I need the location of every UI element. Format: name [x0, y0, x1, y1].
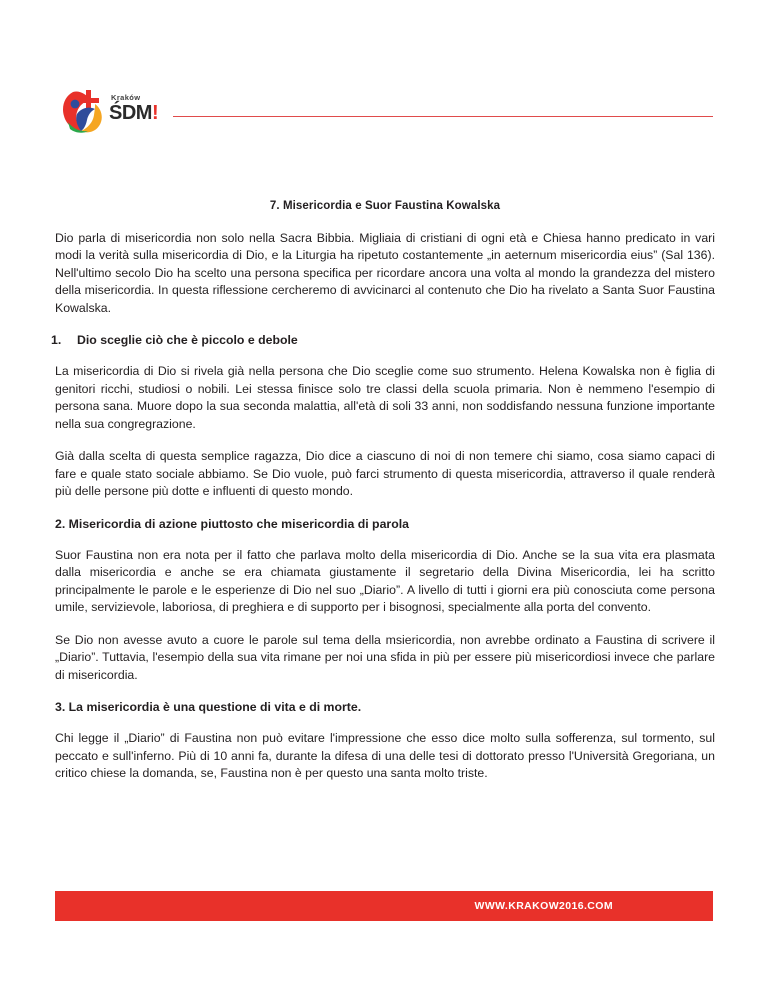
logo-krakow-label: Kraków	[111, 93, 141, 102]
paragraph: Se Dio non avesse avuto a cuore le parole sul tema della msiericordia, non avrebbe ordinato a Faustina di scrivere il „Diario”. Tuttavia, l'esempio della sua vita rimane per noi una sfida in più per essere più misericordiosi invece che parlare di misericordia.	[55, 632, 715, 682]
section-heading-1-label: Dio sceglie ciò che è piccolo e debole	[77, 333, 298, 348]
logo	[55, 84, 167, 146]
paragraph: Già dalla scelta di questa semplice ragazza, Dio dice a ciascuno di noi di non temere chi siamo, cosa siamo capaci di fare e quale stato sociale abbiamo. Se Dio vuole, può farci strumento di questa misericordia, attraverso il quale renderà più delle persone più dotte e influenti di questo mondo.	[55, 449, 715, 499]
page-header	[55, 84, 713, 146]
page-title: 7. Misericordia e Suor Faustina Kowalska	[269, 200, 501, 212]
footer-url: WWW.KRAKOW2016.COM	[474, 900, 613, 912]
section-heading-2: 2. Misericordia di azione piuttosto che misericordia di parola	[55, 516, 409, 531]
paragraph: Suor Faustina non era nota per il fatto che parlava molto della misericordia di Dio. Anche se la sua vita era plasmata dalla misericordia e anche se era chiamata giustamente il segretario della Divina Misericordia, lei ha scritto principalmente le parole e le esperienze di Dio nel suo „Diario”. A livello di tutti i giorni era più conosciuta come persona umile, servizievole, laboriosa, di preghiera e di supporto per i bisognosi, specialmente alla porta del convento.	[55, 547, 715, 615]
section-heading-3: 3. La misericordia è una questione di vita e di morte.	[55, 700, 362, 715]
header-divider	[173, 116, 713, 117]
logo-wordmark	[109, 94, 158, 123]
paragraph: La misericordia di Dio si rivela già nella persona che Dio sceglie come suo strumento. Helena Kowalska non è figlia di genitori ricchi, studiosi o nobili. Lei stessa finisce solo tre classi della scuola primaria. Non è nemmeno l'esempio di persona sana. Muore dopo la sua seconda malattia, all'età di soli 33 anni, non soddisfando nessuna funzione importante nella sua congregrazione.	[55, 364, 715, 431]
logo-sdm-label: ŚDM!	[109, 101, 159, 124]
page-footer	[55, 891, 713, 921]
section-number-1: 1.	[51, 333, 62, 348]
wyd-krakow-logo-icon	[55, 84, 111, 140]
section-heading-1	[51, 332, 715, 349]
paragraph: Chi legge il „Diario” di Faustina non può evitare l'impressione che esso dice molto sulla sofferenza, sul tormento, sul peccato e sull'inferno. Più di 10 anni fa, durante la difesa di una delle tesi di dottorato presso l'Università Gregoriana, un critico chiese la domanda, se, Faustina non è per questo una santa molto triste.	[55, 731, 715, 781]
paragraph: Dio parla di misericordia non solo nella Sacra Bibbia. Migliaia di cristiani di ogni età e Chiesa hanno predicato in vari modi la verità sulla misericordia di Dio, e la Liturgia ha ripetuto costantemente „in aeternum misericordia eius” (Sal 136). Nell'ultimo secolo Dio ha scelto una persona specifica per ricordare ancora una volta al mondo la grandezza del mistero della misericordia. In questa riflessione cercheremo di avvicinarci al contenuto che Dio ha rivelato a Santa Suor Faustina Kowalska.	[55, 231, 715, 315]
document-body	[51, 200, 715, 798]
